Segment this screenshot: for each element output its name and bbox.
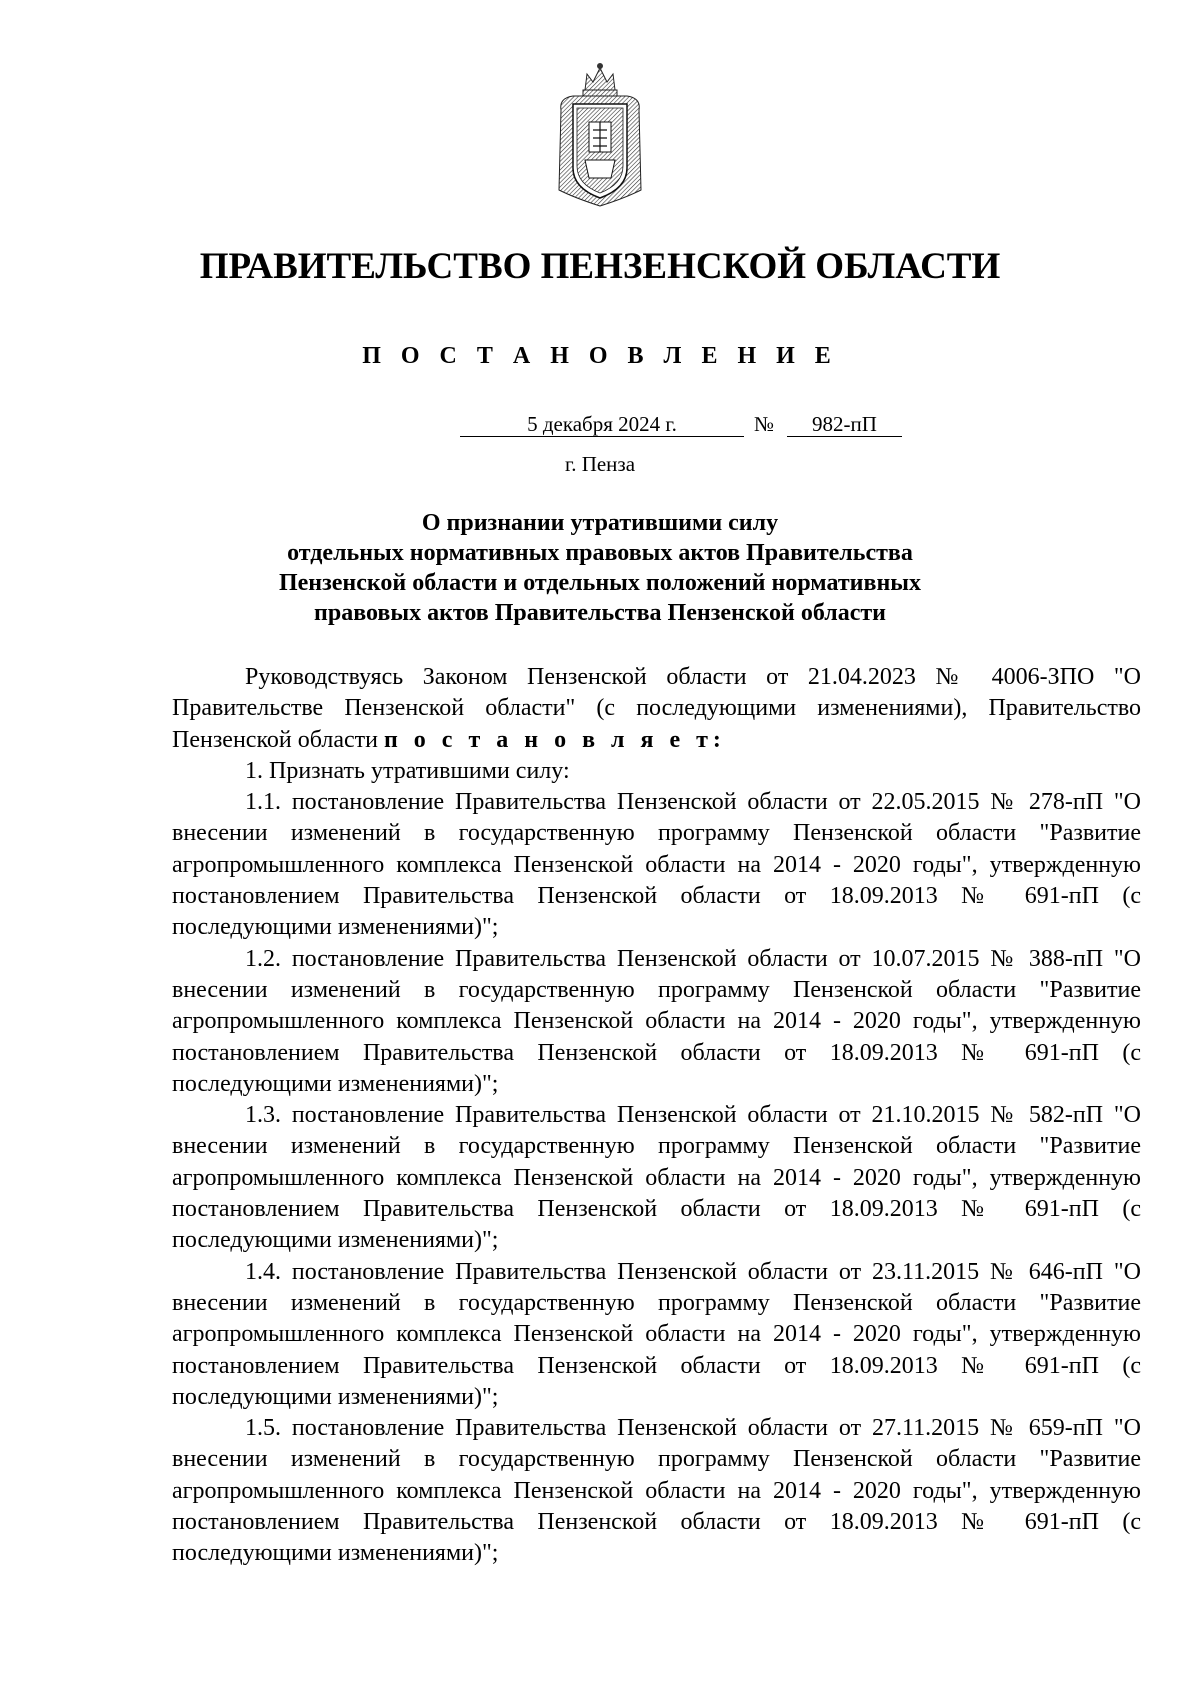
clause-item: 1.1. постановление Правительства Пензенской области от 22.05.2015 № 278-пП "О внесении изменений в государственную программу Пензенской области "Развитие агропромышленного комплекса Пензенской области на 2014 - 2020 годы", утвержденную постановлением Правительства Пензенской области от 18.09.2013 № 691-пП (с последующими изменениями)"; bbox=[172, 789, 1141, 941]
organization-name: ПРАВИТЕЛЬСТВО ПЕНЗЕНСКОЙ ОБЛАСТИ bbox=[199, 246, 1001, 287]
resolution-keyword: п о с т а н о в л я е т: bbox=[383, 726, 726, 753]
clause-item: 1.3. постановление Правительства Пензенской области от 21.10.2015 № 582-пП "О внесении изменений в государственную программу Пензенской области "Развитие агропромышленного комплекса Пензенской области на 2014 - 2020 годы", утвержденную постановлением Правительства Пензенской области от 18.09.2013 № 691-пП (с последующими изменениями)"; bbox=[172, 1102, 1141, 1254]
clause-item: 1.5. постановление Правительства Пензенской области от 27.11.2015 № 659-пП "О внесении изменений в государственную программу Пензенской области "Развитие агропромышленного комплекса Пензенской области на 2014 - 2020 годы", утвержденную постановлением Правительства Пензенской области от 18.09.2013 № 691-пП (с последующими изменениями)"; bbox=[172, 1415, 1141, 1567]
title-line: отдельных нормативных правовых актов Правительства bbox=[287, 540, 913, 566]
title-line: О признании утратившими силу bbox=[421, 510, 779, 536]
city: г. Пенза bbox=[564, 452, 636, 476]
document-body bbox=[172, 662, 1141, 1570]
number-sign: № bbox=[754, 412, 775, 436]
clause-1: 1. Признать утратившими силу: bbox=[245, 757, 570, 784]
coat-of-arms-emblem bbox=[555, 60, 645, 210]
document-type: П О С Т А Н О В Л Е Н И Е bbox=[362, 343, 838, 369]
document-number: 982-пП bbox=[787, 412, 902, 437]
title-line: Пензенской области и отдельных положений нормативных bbox=[278, 570, 922, 596]
preamble-text: Руководствуясь Законом Пензенской области от 21.04.2023 № 4006-ЗПО "О Правительстве Пензенской области" (с последующими изменениями), Правительство Пензенской области bbox=[172, 664, 1141, 753]
title-line: правовых актов Правительства Пензенской области bbox=[314, 600, 886, 626]
document-title bbox=[0, 508, 1200, 628]
clause-item: 1.2. постановление Правительства Пензенской области от 10.07.2015 № 388-пП "О внесении изменений в государственную программу Пензенской области "Развитие агропромышленного комплекса Пензенской области на 2014 - 2020 годы", утвержденную постановлением Правительства Пензенской области от 18.09.2013 № 691-пП (с последующими изменениями)"; bbox=[172, 945, 1141, 1097]
document-date: 5 декабря 2024 г. bbox=[460, 412, 744, 437]
clause-item: 1.4. постановление Правительства Пензенской области от 23.11.2015 № 646-пП "О внесении изменений в государственную программу Пензенской области "Развитие агропромышленного комплекса Пензенской области на 2014 - 2020 годы", утвержденную постановлением Правительства Пензенской области от 18.09.2013 № 691-пП (с последующими изменениями)"; bbox=[172, 1258, 1141, 1410]
preamble-paragraph bbox=[172, 662, 1141, 756]
